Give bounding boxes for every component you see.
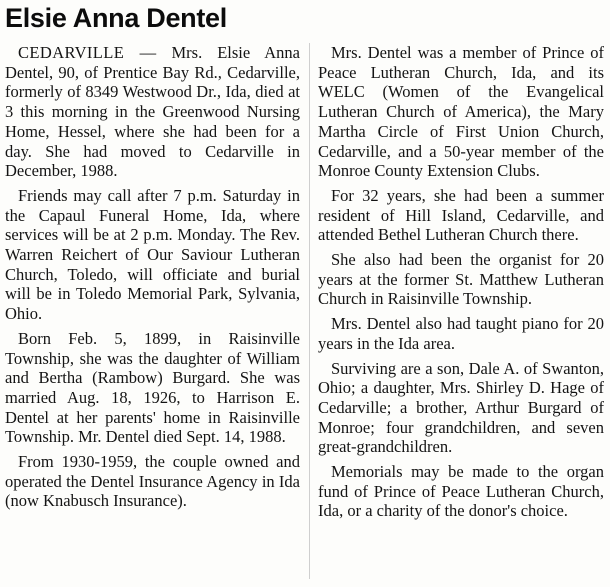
right-column	[318, 43, 604, 526]
paragraph-memorials: Memorials may be made to the organ fund of Prince of Peace Lutheran Church, Ida, or a charity of the donor's choice.	[318, 462, 604, 521]
paragraph-early-life: Born Feb. 5, 1899, in Raisinville Township, she was the daughter of William and Bertha (Rambow) Burgard. She was married Aug. 18, 1926, to Harrison E. Dentel at her parents' home in Raisinville Township. Mr. Dentel died Sept. 14, 1988.	[5, 328, 300, 447]
dateline: CEDARVILLE —	[18, 43, 157, 62]
column-divider	[309, 43, 310, 579]
paragraph-piano: Mrs. Dentel also had taught piano for 20 years in the Ida area.	[318, 314, 604, 353]
paragraph-announcement-text: Mrs. Elsie Anna Dentel, 90, of Prentice Bay Rd., Cedarville, formerly of 8349 Westwood Dr., Ida, died at 3 this morning in the Greenwood Nursing Home, Hessel, where she had been for a day. She had moved to Cedarville in December, 1988.	[5, 43, 301, 181]
obituary-headline: Elsie Anna Dentel	[5, 3, 227, 33]
paragraph-business: From 1930-1959, the couple owned and operated the Dentel Insurance Agency in Ida (now Knabusch Insurance).	[5, 452, 300, 511]
left-column	[5, 43, 300, 516]
paragraph-memberships: Mrs. Dentel was a member of Prince of Peace Lutheran Church, Ida, and its WELC (Women of the Evangelical Lutheran Church of America), the Mary Martha Circle of First Union Church, Cedarville, and a 50-year member of the Monroe County Extension Clubs.	[318, 43, 604, 181]
paragraph-announcement	[5, 43, 300, 181]
paragraph-organist: She also had been the organist for 20 years at the former St. Matthew Lutheran Church in Raisinville Township.	[318, 250, 604, 309]
paragraph-services: Friends may call after 7 p.m. Saturday in the Capaul Funeral Home, Ida, where services will be at 2 p.m. Monday. The Rev. Warren Reichert of Our Saviour Lutheran Church, Toledo, will officiate and burial will be in Toledo Memorial Park, Sylvania, Ohio.	[5, 185, 300, 324]
paragraph-summer-residence: For 32 years, she had been a summer resident of Hill Island, Cedarville, and attended Bethel Lutheran Church there.	[318, 185, 604, 245]
paragraph-survivors: Surviving are a son, Dale A. of Swanton, Ohio; a daughter, Mrs. Shirley D. Hage of Cedarville; a brother, Arthur Burgard of Monroe; four grandchildren, and seven great-grandchildren.	[318, 358, 604, 457]
